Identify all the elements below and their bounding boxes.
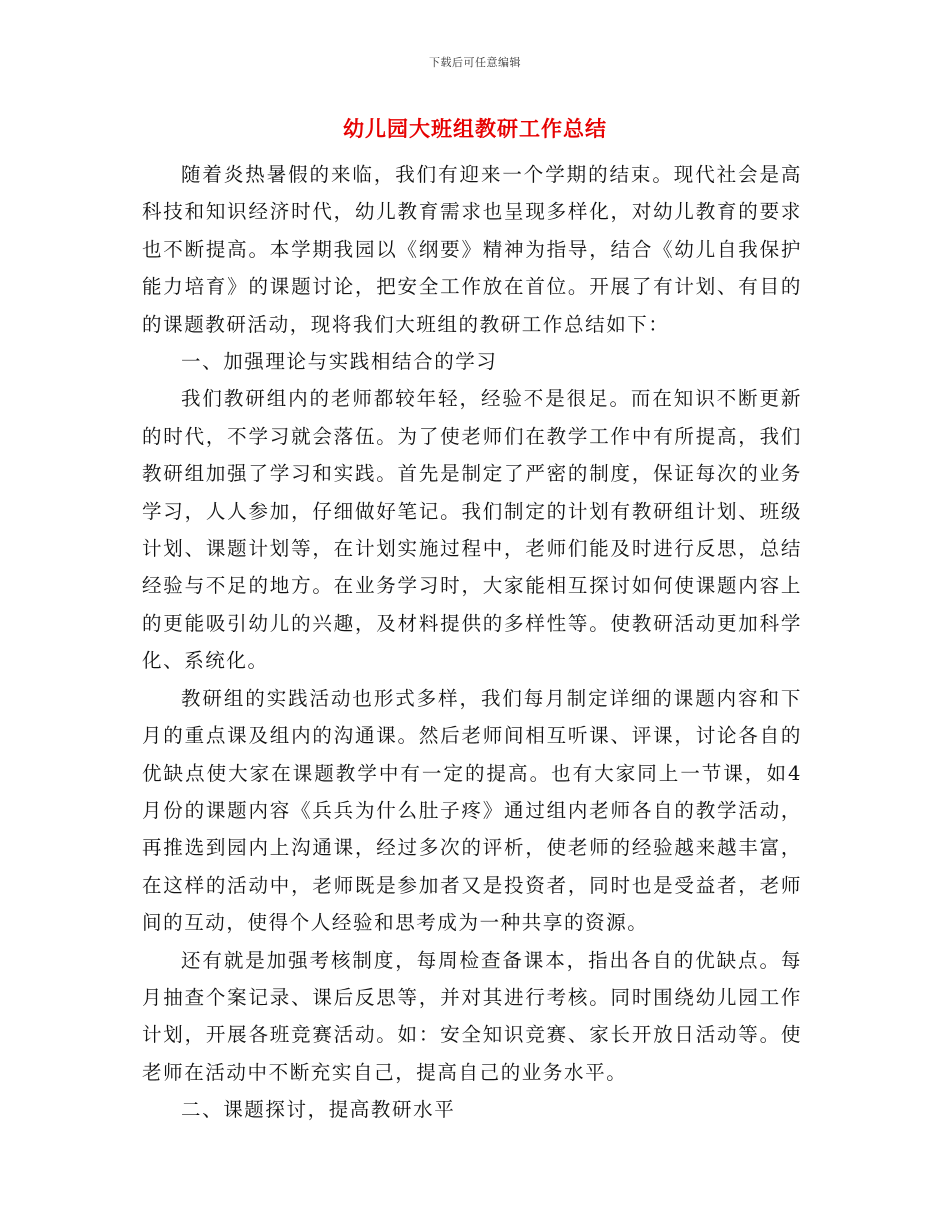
paragraph-assessment: 还有就是加强考核制度，每周检查备课本，指出各自的优缺点。每月抽查个案记录、课后反思等，并对其进行考核。同时围绕幼儿园工作计划，开展各班竞赛活动。如：安全知识竞赛、家长开放日活动等。使老师在活动中不断充实自己，提高自己的业务水平。 bbox=[142, 948, 802, 1084]
section-heading-2: 二、课题探讨，提高教研水平 bbox=[181, 1098, 456, 1122]
paragraph-intro: 随着炎热暑假的来临，我们有迎来一个学期的结束。现代社会是高科技和知识经济时代，幼儿教育需求也呈现多样化，对幼儿教育的要求也不断提高。本学期我园以《纲要》精神为指导，结合《幼儿自我保护能力培育》的课题讨论，把安全工作放在首位。开展了有计划、有目的的课题教研活动，现将我们大班组的教研工作总结如下： bbox=[142, 163, 802, 336]
document-title: 幼儿园大班组教研工作总结 bbox=[343, 116, 607, 141]
paragraph-learning: 我们教研组内的老师都较年轻，经验不是很足。而在知识不断更新的时代，不学习就会落伍。为了使老师们在教学工作中有所提高，我们教研组加强了学习和实践。首先是制定了严密的制度，保证每次的业务学习，人人参加，仔细做好笔记。我们制定的计划有教研组计划、班级计划、课题计划等，在计划实施过程中，老师们能及时进行反思，总结经验与不足的地方。在业务学习时，大家能相互探讨如何使课题内容上的更能吸引幼儿的兴趣，及材料提供的多样性等。使教研活动更加科学化、系统化。 bbox=[142, 387, 802, 673]
document-body bbox=[142, 156, 802, 1129]
paragraph-practice: 教研组的实践活动也形式多样，我们每月制定详细的课题内容和下月的重点课及组内的沟通课。然后老师间相互听课、评课，讨论各自的优缺点使大家在课题教学中有一定的提高。也有大家同上一节课，如4月份的课题内容《兵兵为什么肚子疼》通过组内老师各自的教学活动，再推选到园内上沟通课，经过多次的评析，使老师的经验越来越丰富，在这样的活动中，老师既是参加者又是投资者，同时也是受益者，老师间的互动，使得个人经验和思考成为一种共享的资源。 bbox=[142, 686, 802, 935]
section-heading-1: 一、加强理论与实践相结合的学习 bbox=[181, 350, 498, 374]
page-header-note: 下载后可任意编辑 bbox=[429, 56, 521, 69]
